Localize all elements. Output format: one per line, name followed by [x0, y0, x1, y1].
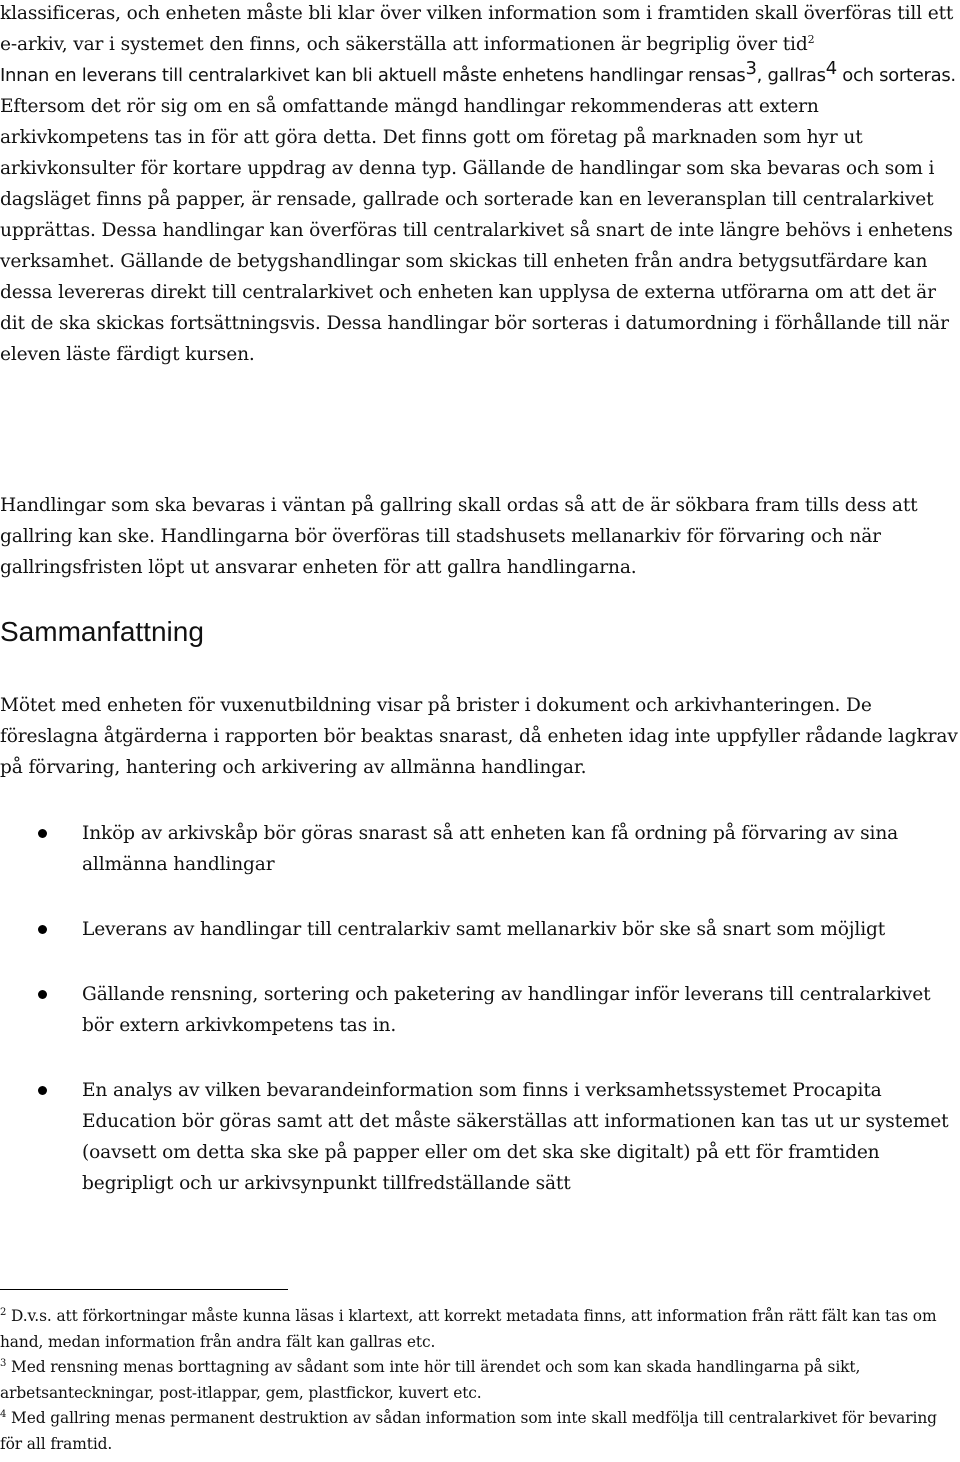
- list-item: [0, 1075, 960, 1199]
- footnotes: [0, 1304, 960, 1457]
- list-item-text: Leverans av handlingar till centralarkiv samt mellanarkiv bör ske så snart som möjligt: [82, 919, 886, 940]
- footnote: [0, 1304, 960, 1355]
- paragraph-text: klassificeras, och enheten måste bli klar över vilken information som i framtiden skall överföras till ett e-arkiv, var i systemet den finns, och säkerställa att informationen är begriplig över tid: [0, 3, 954, 55]
- recommendation-list: [0, 818, 960, 1233]
- footnote-text: D.v.s. att förkortningar måste kunna läsas i klartext, att korrekt metadata finns, att information från rätt fält kan tas om hand, medan information från andra fält kan gallras etc.: [0, 1307, 937, 1351]
- list-item-text: Gällande rensning, sortering och paketering av handlingar inför leverans till centralarkivet bör extern arkivkompetens tas in.: [82, 984, 931, 1036]
- paragraph-text: och sorteras.: [836, 65, 956, 86]
- paragraph-archiving-requirements: [0, 0, 960, 370]
- footnote-number: 4: [0, 1408, 7, 1420]
- footnote-text: Med rensning menas borttagning av sådant som inte hör till ärendet och som kan skada handlingarna på sikt, arbetsanteckningar, post-itlappar, gem, plastfickor, kuvert etc.: [0, 1358, 861, 1402]
- footnote-text: Med gallring menas permanent destruktion av sådan information som inte skall medfölja till centralarkivet för bevaring för all framtid.: [0, 1409, 937, 1453]
- list-item: [0, 914, 960, 945]
- paragraph-text: Innan en leverans till centralarkivet kan bli aktuell måste enhetens handlingar rensas: [0, 65, 746, 86]
- footnote-divider: [0, 1289, 288, 1290]
- bullet-icon: [38, 990, 47, 999]
- bullet-icon: [38, 925, 47, 934]
- paragraph-summary: Mötet med enheten för vuxenutbildning visar på brister i dokument och arkivhanteringen. De föreslagna åtgärderna i rapporten bör beaktas snarast, då enheten idag inte uppfyller rådande lagkrav på förvaring, hantering och arkivering av allmänna handlingar.: [0, 695, 958, 778]
- list-item-text: En analys av vilken bevarandeinformation som finns i verksamhetssystemet Procapita Education bör göras samt att det måste säkerställas att informationen kan tas ut ur systemet (oavsett om detta ska ske på papper eller om det ska ske digitalt) på ett för framtiden begripligt och ur arkivsynpunkt tillfredställande sätt: [82, 1080, 949, 1194]
- footnote: [0, 1406, 960, 1457]
- footnote-ref-4: 4: [825, 57, 837, 79]
- footnote-number: 3: [0, 1357, 7, 1369]
- section-heading: Sammanfattning: [0, 616, 204, 647]
- list-item: [0, 979, 960, 1041]
- paragraph-text: , gallras: [756, 65, 826, 86]
- paragraph-retention: Handlingar som ska bevaras i väntan på gallring skall ordas så att de är sökbara fram tills dess att gallring kan ske. Handlingarna bör överföras till stadshusets mellanarkiv för förvaring och när gallringsfristen löpt ut ansvarar enheten för att gallra handlingarna.: [0, 495, 918, 578]
- footnote-ref-2: 2: [807, 32, 815, 46]
- list-item-text: Inköp av arkivskåp bör göras snarast så att enheten kan få ordning på förvaring av sina allmänna handlingar: [82, 823, 899, 875]
- bullet-icon: [38, 829, 47, 838]
- paragraph-text: Eftersom det rör sig om en så omfattande mängd handlingar rekommenderas att extern arkivkompetens tas in för att göra detta. Det finns gott om företag på marknaden som hyr ut arkivkonsulter för kortare uppdrag av denna typ. Gällande de handlingar som ska bevaras och som i dagsläget finns på papper, är rensade, gallrade och sorterade kan en leveransplan till centralarkivet upprättas. Dessa handlingar kan överföras till centralarkivet så snart de inte längre behövs i enhetens verksamhet. Gällande de betygshandlingar som skickas till enheten från andra betygsutfärdare kan dessa levereras direkt till centralarkivet och enheten kan upplysa de externa utförarna om att det är dit de ska skickas fortsättningsvis. Dessa handlingar bör sorteras i datumordning i förhållande till när eleven läste färdigt kursen.: [0, 96, 953, 365]
- list-item: [0, 818, 960, 880]
- footnote: [0, 1355, 960, 1406]
- footnote-number: 2: [0, 1306, 7, 1318]
- bullet-icon: [38, 1086, 47, 1095]
- footnote-ref-3: 3: [745, 57, 757, 79]
